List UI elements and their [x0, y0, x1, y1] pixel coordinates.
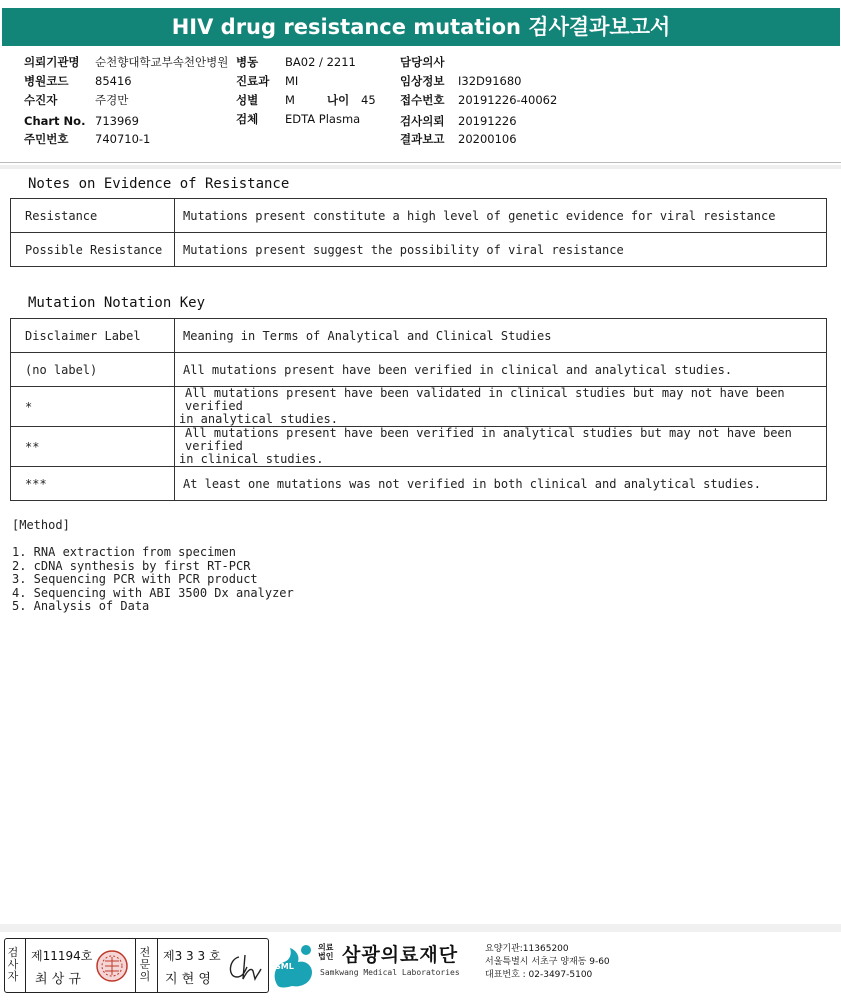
- logo-badge: SML: [275, 962, 294, 971]
- info-value: 순천향대학교부속천안병원: [95, 55, 229, 69]
- info-value: MI: [285, 74, 299, 88]
- info-label: 접수번호: [400, 93, 445, 107]
- notation-text: At least one mutations was not verified in both clinical and analytical studies.: [175, 467, 827, 501]
- notation-title: Mutation Notation Key: [28, 295, 206, 311]
- info-label: 병원코드: [24, 74, 69, 88]
- separator: [25, 939, 26, 992]
- info-label: 성별: [236, 93, 259, 107]
- header-divider-shade: [0, 165, 841, 169]
- info-value: 740710-1: [95, 132, 151, 146]
- examiner-label: 검사자: [7, 946, 19, 983]
- evidence-text: Mutations present constitute a high level of genetic evidence for viral resistance: [175, 199, 827, 233]
- table-row: [11, 353, 827, 387]
- separator: [135, 939, 136, 992]
- notation-table: [10, 318, 827, 501]
- org-prefix-1: 의료: [318, 943, 334, 952]
- org-code: 요양기관:11365200: [485, 944, 569, 954]
- table-row: [11, 467, 827, 501]
- report-title: HIV drug resistance mutation 검사결과보고서: [2, 8, 840, 46]
- notation-text-cont: in analytical studies.: [179, 412, 338, 426]
- org-prefix-2: 법인: [318, 952, 334, 961]
- signature-icon: [225, 949, 263, 983]
- info-label: 병동: [236, 55, 259, 69]
- evidence-table: [10, 198, 827, 267]
- info-value: 85416: [95, 74, 132, 88]
- org-english-name: Samkwang Medical Laboratories: [320, 968, 460, 977]
- info-label: 담당의사: [400, 55, 445, 69]
- examiner-license: 제11194호: [31, 949, 93, 963]
- method-step: 3. Sequencing PCR with PCR product: [12, 572, 258, 586]
- patient-info: [0, 52, 841, 152]
- examiner-name: 최 상 규: [35, 972, 81, 987]
- seal-stamp-icon: [95, 949, 129, 983]
- info-value: 주경만: [95, 93, 129, 107]
- info-value: 20191226: [458, 114, 517, 128]
- notation-header-text: Meaning in Terms of Analytical and Clinical Studies: [175, 319, 827, 353]
- reviewer-name: 지 현 영: [165, 972, 211, 987]
- notation-label: ***: [11, 467, 175, 501]
- notation-text-cont: in clinical studies.: [179, 452, 324, 466]
- separator: [157, 939, 158, 992]
- evidence-label: Possible Resistance: [11, 233, 175, 267]
- info-value: 20200106: [458, 132, 517, 146]
- info-label: 수진자: [24, 93, 58, 107]
- info-value: 20191226-40062: [458, 93, 558, 107]
- table-row: [11, 387, 827, 427]
- info-label: 검체: [236, 112, 259, 126]
- info-label: Chart No.: [24, 114, 86, 128]
- info-label: 의뢰기관명: [24, 55, 80, 69]
- org-prefix: [318, 943, 333, 961]
- table-row: [11, 427, 827, 467]
- method-step: 4. Sequencing with ABI 3500 Dx analyzer: [12, 585, 294, 600]
- method-step: 2. cDNA synthesis by first RT-PCR: [12, 558, 251, 573]
- method-step: 5. Analysis of Data: [12, 599, 150, 613]
- notation-text: All mutations present have been verified in analytical studies but may not have been verified: [185, 426, 792, 453]
- org-address: 서울특별시 서초구 양재동 9-60: [485, 957, 610, 967]
- notation-label: **: [11, 427, 175, 467]
- header-divider: [0, 162, 841, 163]
- info-label: 진료과: [236, 74, 270, 88]
- org-phone: 대표번호 : 02-3497-5100: [485, 970, 593, 980]
- info-label: 검사의뢰: [400, 114, 445, 128]
- method-title: [Method]: [12, 518, 70, 532]
- info-value: BA02 / 2211: [285, 55, 356, 69]
- evidence-text: Mutations present suggest the possibility of viral resistance: [175, 233, 827, 267]
- table-row: [11, 199, 827, 233]
- signature-box: [4, 938, 269, 993]
- table-header-row: [11, 319, 827, 353]
- info-label: 주민번호: [24, 132, 69, 146]
- notation-text: All mutations present have been verified in clinical and analytical studies.: [175, 353, 827, 387]
- info-value: M: [285, 93, 295, 107]
- notation-text: All mutations present have been validated in clinical studies but may not have been verified: [185, 386, 785, 413]
- evidence-label: Resistance: [11, 199, 175, 233]
- table-row: [11, 233, 827, 267]
- info-label: 임상정보: [400, 74, 445, 88]
- age-label: 나이: [327, 93, 350, 107]
- evidence-title: Notes on Evidence of Resistance: [28, 176, 290, 192]
- notation-label: *: [11, 387, 175, 427]
- reviewer-license: 제3 3 3 호: [163, 949, 221, 963]
- info-value: 713969: [95, 114, 139, 128]
- footer-divider: [0, 924, 841, 932]
- org-contact: [485, 943, 610, 982]
- method-steps: [12, 546, 294, 614]
- org-name: 삼광의료재단: [342, 944, 459, 966]
- info-value: EDTA Plasma: [285, 112, 361, 126]
- info-value: I32D91680: [458, 74, 522, 88]
- age-value: 45: [361, 93, 376, 107]
- notation-header-label: Disclaimer Label: [11, 319, 175, 353]
- info-label: 결과보고: [400, 132, 445, 146]
- method-step: 1. RNA extraction from specimen: [12, 545, 236, 559]
- notation-label: (no label): [11, 353, 175, 387]
- reviewer-label: 전문의: [139, 946, 151, 983]
